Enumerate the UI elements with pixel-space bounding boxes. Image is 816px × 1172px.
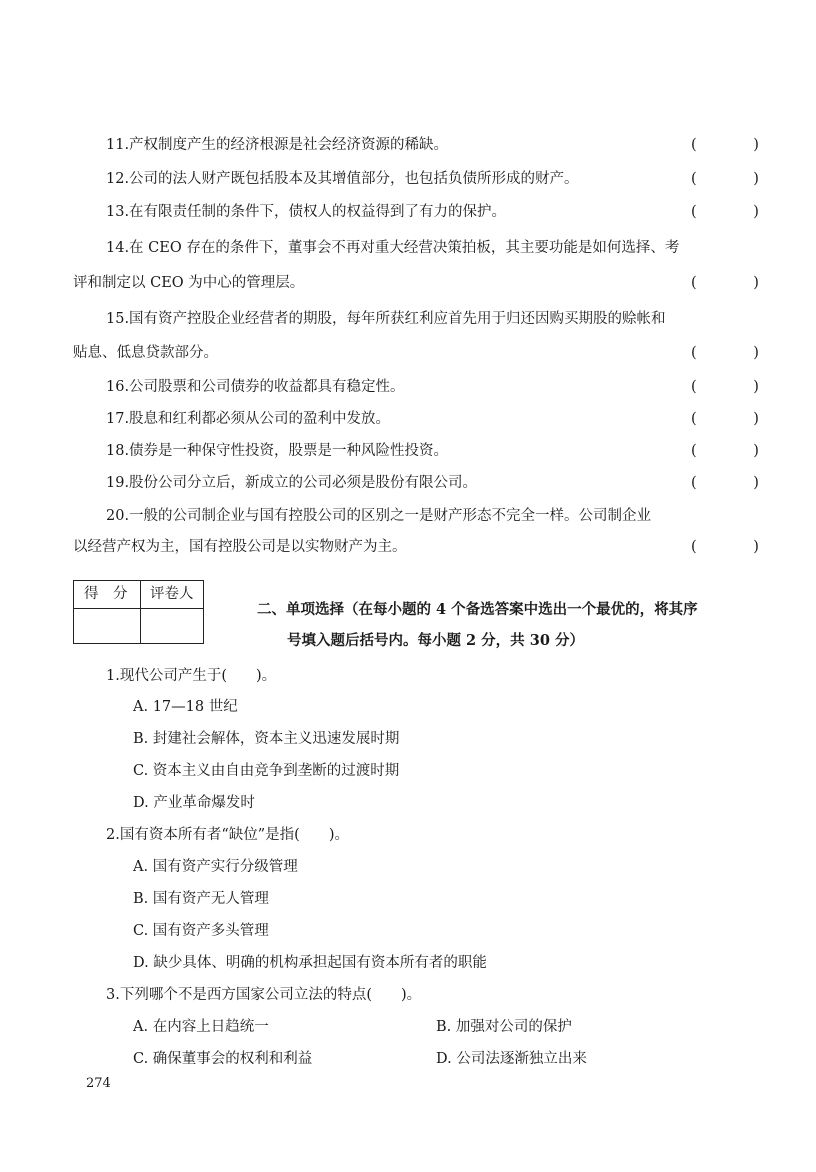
mc3-option-d: D. 公司法逐渐独立出来 xyxy=(436,1051,587,1067)
mc2-option-b: B. 国有资产无人管理 xyxy=(133,891,269,907)
section-title-line2: 号填入题后括号内。每小题 2 分，共 30 分） xyxy=(287,632,584,649)
question-14-line1: 14.在 CEO 存在的条件下，董事会不再对重大经营决策拍板，其主要功能是如何选择、考 xyxy=(106,240,680,256)
mc2-option-d: D. 缺少具体、明确的机构承担起国有资本所有者的职能 xyxy=(133,955,487,971)
mc3-option-a: A. 在内容上日趋统一 xyxy=(133,1019,269,1035)
answer-paren-16: ( ) xyxy=(691,379,785,395)
answer-paren-19: ( ) xyxy=(691,475,785,491)
answer-paren-11: ( ) xyxy=(691,137,785,153)
mc1-option-a: A. 17—18 世纪 xyxy=(133,699,238,715)
question-20-line1: 20.一般的公司制企业与国有控股公司的区别之一是财产形态不完全一样。公司制企业 xyxy=(106,508,652,524)
answer-paren-20: ( ) xyxy=(691,539,785,555)
mc1-option-d: D. 产业革命爆发时 xyxy=(133,795,255,811)
answer-paren-18: ( ) xyxy=(691,443,785,459)
answer-paren-13: ( ) xyxy=(691,204,785,220)
section-title-line1: 二、单项选择（在每小题的 4 个备选答案中选出一个最优的，将其序 xyxy=(257,601,698,618)
mc2-option-a: A. 国有资产实行分级管理 xyxy=(133,859,298,875)
answer-paren-14: ( ) xyxy=(691,275,785,291)
answer-paren-17: ( ) xyxy=(691,411,785,427)
question-19: 19.股份公司分立后，新成立的公司必须是股份有限公司。 xyxy=(106,475,478,491)
question-20-line2: 以经营产权为主，国有控股公司是以实物财产为主。 xyxy=(73,539,407,555)
score-label: 得 分 xyxy=(84,586,128,602)
score-table xyxy=(73,580,204,644)
mc3-option-b: B. 加强对公司的保护 xyxy=(436,1019,572,1035)
score-table-divider-h xyxy=(74,608,203,609)
mc-question-2: 2.国有资本所有者“缺位”是指( )。 xyxy=(106,827,349,843)
grader-label: 评卷人 xyxy=(150,586,194,602)
question-14-line2: 评和制定以 CEO 为中心的管理层。 xyxy=(73,275,305,291)
question-15-line2: 贴息、低息贷款部分。 xyxy=(73,345,218,361)
mc3-option-c: C. 确保董事会的权利和利益 xyxy=(133,1051,313,1067)
mc-question-1: 1.现代公司产生于( )。 xyxy=(106,668,277,684)
question-16: 16.公司股票和公司债券的收益都具有稳定性。 xyxy=(106,379,405,395)
mc1-option-b: B. 封建社会解体，资本主义迅速发展时期 xyxy=(133,731,400,747)
mc2-option-c: C. 国有资产多头管理 xyxy=(133,923,269,939)
answer-paren-12: ( ) xyxy=(691,171,785,187)
question-12: 12.公司的法人财产既包括股本及其增值部分，也包括负债所形成的财产。 xyxy=(106,171,579,187)
question-18: 18.债券是一种保守性投资，股票是一种风险性投资。 xyxy=(106,443,449,459)
question-17: 17.股息和红利都必须从公司的盈利中发放。 xyxy=(106,411,391,427)
page-number: 274 xyxy=(86,1076,111,1091)
mc1-option-c: C. 资本主义由自由竞争到垄断的过渡时期 xyxy=(133,763,400,779)
question-13: 13.在有限责任制的条件下，债权人的权益得到了有力的保护。 xyxy=(106,204,507,220)
question-11: 11.产权制度产生的经济根源是社会经济资源的稀缺。 xyxy=(106,137,449,153)
score-table-divider-v xyxy=(140,581,141,643)
mc-question-3: 3.下列哪个不是西方国家公司立法的特点( )。 xyxy=(106,987,422,1003)
question-15-line1: 15.国有资产控股企业经营者的期股，每年所获红利应首先用于归还因购买期股的赊帐和 xyxy=(106,311,666,327)
answer-paren-15: ( ) xyxy=(691,345,785,361)
